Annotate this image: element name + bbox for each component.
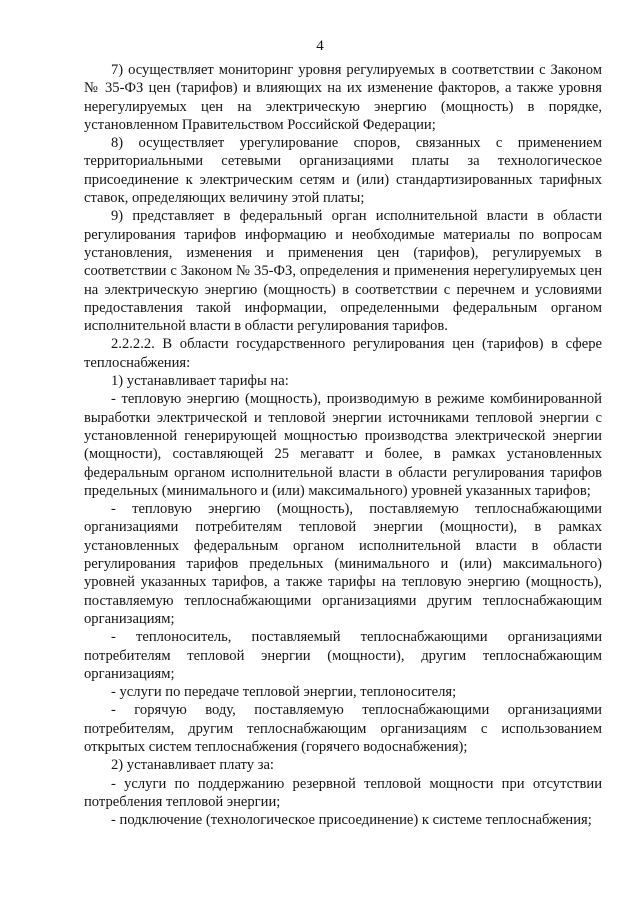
section-heading-2-2-2-2: 2.2.2.2. В области государственного регулирования цен (тарифов) в сфере теплоснабжения:	[84, 336, 602, 371]
bullet-heat-carrier: - теплоноситель, поставляемый теплоснабжающими организациями потребителям тепловой энергии (мощности), другим теплоснабжающим организациям;	[84, 629, 602, 682]
bullet-hot-water: - горячую воду, поставляемую теплоснабжающими организациями потребителям, другим теплоснабжающим организациям с использованием открытых систем теплоснабжения (горячего водоснабжения);	[84, 702, 602, 755]
paragraph-item-9: 9) представляет в федеральный орган исполнительной власти в области регулирования тарифов информацию и необходимые материалы по вопросам установления, изменения и применения цен (тарифов), регулируемых в соответствии с Законом № 35-ФЗ, определения и применения нерегулируемых цен на электрическую энергию (мощность) в соответствии с перечнем и условиями предоставления такой информации, определенными федеральным органом исполнительной власти в области регулирования тарифов.	[84, 208, 602, 335]
page-number: 4	[316, 38, 324, 54]
paragraph-item-1-tariffs: 1) устанавливает тарифы на:	[111, 373, 289, 390]
document-body	[84, 61, 602, 829]
paragraph-item-8: 8) осуществляет урегулирование споров, связанных с применением территориальными сетевыми организациями платы за технологическое присоединение к электрическим сетям и (или) стандартизированных тарифных ставок, определяющих величину этой платы;	[84, 135, 602, 207]
bullet-thermal-energy-supplied: - тепловую энергию (мощность), поставляемую теплоснабжающими организациями потребителям тепловой энергии (мощности), в рамках установленных федеральным органом исполнительной власти в области регулирования тарифов предельных (минимального и (или) максимального) уровней указанных тарифов, а также тарифы на тепловую энергию (мощность), поставляемую теплоснабжающими организациями другим теплоснабжающим организациям;	[84, 501, 602, 627]
bullet-reserve-capacity: - услуги по поддержанию резервной тепловой мощности при отсутствии потребления тепловой энергии;	[84, 775, 602, 810]
paragraph-item-2-fees: 2) устанавливает плату за:	[111, 757, 274, 774]
bullet-thermal-energy-combined: - тепловую энергию (мощность), производимую в режиме комбинированной выработки электрической и тепловой энергии источниками тепловой энергии с установленной генерирующей мощностью производства электрической энергии (мощности), составляющей 25 мегаватт и более, в рамках установленных федеральным органом исполнительной власти в области регулирования тарифов предельных (минимального и (или) максимального) уровней указанных тарифов;	[84, 391, 602, 499]
bullet-transmission-services: - услуги по передаче тепловой энергии, теплоносителя;	[111, 684, 457, 701]
paragraph-item-7: 7) осуществляет мониторинг уровня регулируемых в соответствии с Законом № 35-ФЗ цен (тарифов) и влияющих на их изменение факторов, а также уровня нерегулируемых цен на электрическую энергию (мощность) в порядке, установленном Правительством Российской Федерации;	[84, 62, 602, 133]
bullet-connection: - подключение (технологическое присоединение) к системе теплоснабжения;	[111, 812, 592, 829]
